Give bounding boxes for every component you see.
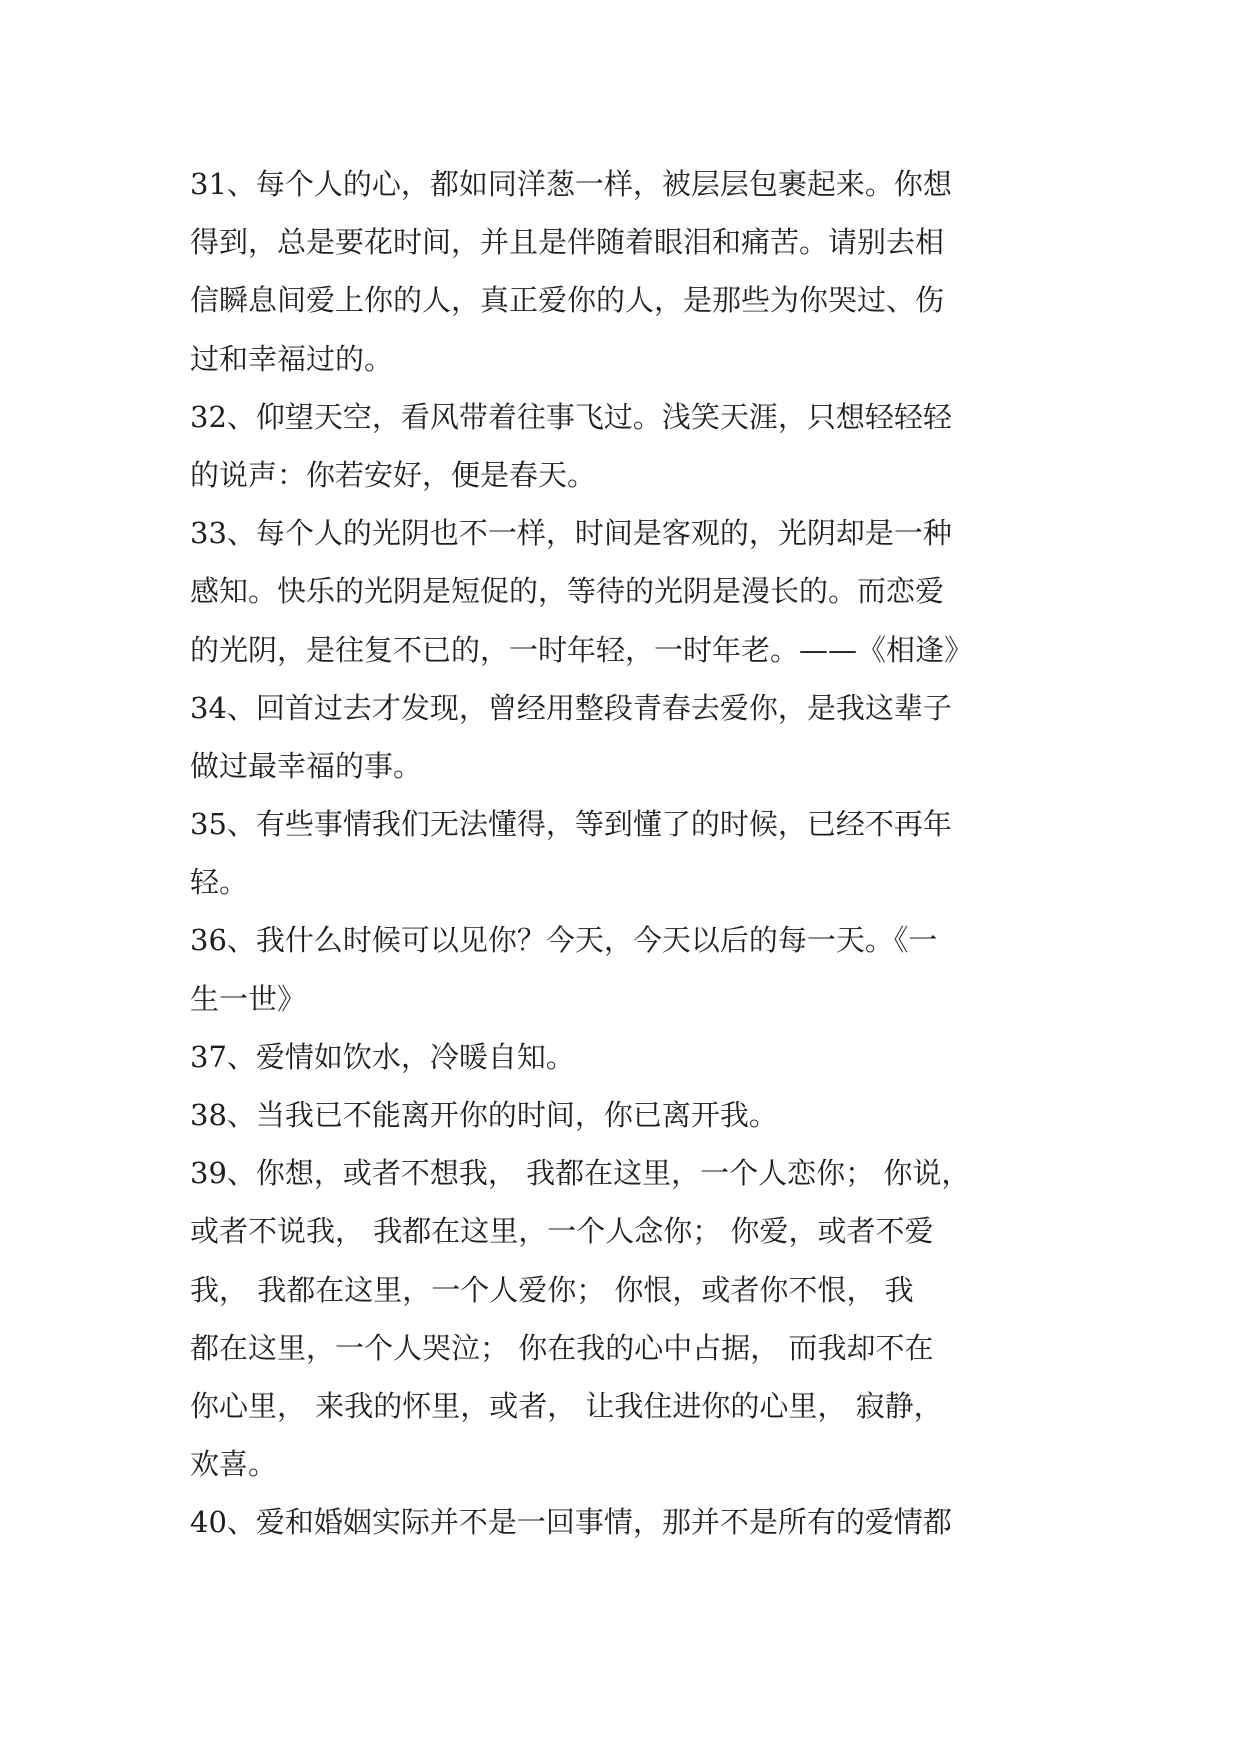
text-line: 或者不说我， 我都在这里，一个人念你； 你爱，或者不爱 (190, 1214, 934, 1249)
text-line: 33、每个人的光阴也不一样，时间是客观的，光阴却是一种 (190, 516, 952, 551)
text-line: 的光阴，是往复不已的，一时年轻，一时年老。——《相逢》 (190, 632, 974, 667)
text-line: 欢喜。 (190, 1447, 278, 1482)
text-line: 你心里， 来我的怀里，或者， 让我住进你的心里， 寂静， (190, 1388, 943, 1423)
text-line: 得到，总是要花时间，并且是伴随着眼泪和痛苦。请别去相 (190, 225, 945, 260)
text-line: 信瞬息间爱上你的人，真正爱你的人，是那些为你哭过、伤 (190, 283, 945, 318)
text-line: 做过最幸福的事。 (190, 748, 423, 783)
text-line: 我， 我都在这里，一个人爱你； 你恨，或者你不恨， 我 (190, 1272, 914, 1307)
text-line: 31、每个人的心，都如同洋葱一样，被层层包裹起来。你想 (190, 167, 952, 201)
text-line: 32、仰望天空，看风带着往事飞过。浅笑天涯，只想轻轻轻 (190, 399, 952, 434)
text-line: 38、当我已不能离开你的时间，你已离开我。 (190, 1098, 778, 1132)
text-line: 感知。快乐的光阴是短促的，等待的光阴是漫长的。而恋爱 (190, 574, 945, 609)
text-line: 生一世》 (190, 981, 307, 1016)
text-line: 37、爱情如饮水，冷暖自知。 (190, 1039, 575, 1074)
text-line: 36、我什么时候可以见你？今天，今天以后的每一天。《一 (190, 923, 938, 958)
text-line: 35、有些事情我们无法懂得，等到懂了的时候，已经不再年 (190, 807, 952, 842)
body-text (190, 155, 1070, 1552)
text-line: 34、回首过去才发现，曾经用整段青春去爱你，是我这辈子 (190, 690, 952, 725)
text-line: 都在这里，一个人哭泣； 你在我的心中占据， 而我却不在 (190, 1330, 934, 1365)
text-line: 的说声：你若安好，便是春天。 (190, 457, 597, 492)
text-line: 过和幸福过的。 (190, 341, 394, 376)
text-line: 40、爱和婚姻实际并不是一回事情，那并不是所有的爱情都 (190, 1505, 952, 1540)
text-line: 轻。 (190, 865, 249, 900)
text-line: 39、你想，或者不想我， 我都在这里，一个人恋你； 你说， (190, 1156, 971, 1191)
